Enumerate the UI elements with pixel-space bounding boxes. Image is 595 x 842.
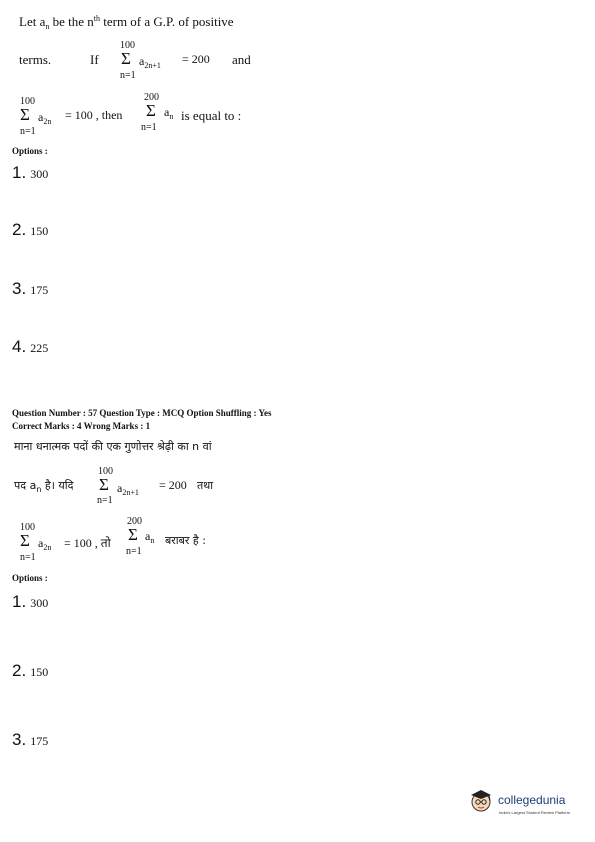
brand-name: collegedunia [498, 793, 566, 807]
option-2-2[interactable]: 2. 150 [12, 661, 49, 680]
q56-sum3-term: $a_n$ [164, 105, 174, 121]
q56-and: and [232, 52, 251, 67]
q56-sum2-upper: 100 [20, 96, 35, 107]
q56-sum3-sigma: Σ [146, 101, 156, 120]
q56-sum2-sigma: Σ [20, 105, 30, 124]
q56-sum1-lower: n=1 [120, 70, 136, 81]
q57-sum2-lower: n=1 [20, 552, 36, 563]
q57-sum1-lower: n=1 [97, 495, 113, 506]
q56-sum1-upper: 100 [120, 40, 135, 51]
options-label-2: Options : [12, 573, 48, 583]
q57-sum3-sigma: Σ [128, 525, 138, 544]
q57-sum3-lower: n=1 [126, 546, 142, 557]
q57-sum3-upper: 200 [127, 516, 142, 527]
q56-sum1-sigma: Σ [121, 49, 131, 68]
collegedunia-logo-icon [468, 787, 494, 813]
q57-sum2-rhs: = 100 , तो [64, 536, 111, 550]
q56-if: If [90, 52, 99, 67]
q57-sum2-sigma: Σ [20, 531, 30, 550]
q57-sum1-sigma: Σ [99, 475, 109, 494]
option-1-2[interactable]: 2. 150 [12, 220, 49, 239]
q56-sum3-lower: n=1 [141, 122, 157, 133]
q56-sum2-rhs: = 100 , then [65, 108, 123, 122]
option-1-3[interactable]: 3. 175 [12, 279, 49, 298]
option-2-3[interactable]: 3. 175 [12, 730, 49, 749]
option-2-1[interactable]: 1. 300 [12, 592, 49, 611]
option-1-4[interactable]: 4. 225 [12, 337, 49, 356]
q57-hindi-line1: माना धनात्मक पदों की एक गुणोत्तर श्रेढ़ी का n वां [14, 440, 212, 453]
q57-tatha: तथा [197, 479, 214, 492]
q57-hindi-line2: पद $a_n$ है। यदि [14, 479, 74, 494]
q56-line1: Let $a_n$ be the $n^{th}$ term of a G.P. of positive [19, 14, 234, 31]
brand-tagline: India's Largest Student Review Platform [499, 810, 571, 815]
options-label-1: Options : [12, 146, 48, 156]
q57-tail: बराबर है : [165, 534, 206, 547]
q56-terms: terms. [19, 52, 52, 67]
q57-sum2-upper: 100 [20, 522, 35, 533]
q57-sum1-rhs: = 200 [159, 478, 187, 492]
option-1-1[interactable]: 1. 300 [12, 163, 49, 182]
q56-sum1-rhs: = 200 [182, 52, 210, 66]
q57-header-line2: Correct Marks : 4 Wrong Marks : 1 [12, 421, 151, 431]
q57-sum1-term: $a_{2n+1}$ [117, 481, 139, 497]
q56-tail: is equal to : [181, 108, 242, 123]
q56-sum2-term: $a_{2n}$ [38, 110, 52, 126]
q56-sum2-lower: n=1 [20, 126, 36, 137]
q56-sum3-upper: 200 [144, 92, 159, 103]
q56-sum1-term: $a_{2n+1}$ [139, 54, 161, 70]
q57-header-line1: Question Number : 57 Question Type : MCQ Option Shuffling : Yes [12, 408, 272, 418]
q57-sum2-term: $a_{2n}$ [38, 536, 52, 552]
q57-sum3-term: $a_n$ [145, 529, 155, 545]
q57-sum1-upper: 100 [98, 466, 113, 477]
